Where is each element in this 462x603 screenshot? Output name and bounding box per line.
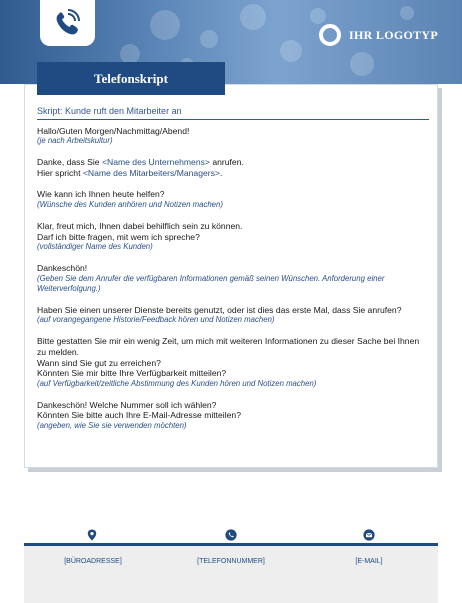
footer-email: [E-MAIL] xyxy=(355,558,383,565)
text-segment: Danke, dass Sie xyxy=(37,157,102,168)
script-note: (Wünsche des Kunden anhören und Notizen machen) xyxy=(37,199,223,209)
script-line xyxy=(37,157,429,168)
footer-address: [BÜROADRESSE] xyxy=(64,558,122,565)
script-block-history xyxy=(37,305,429,326)
script-heading: Skript: Kunde ruft den Mitarbeiter an xyxy=(37,106,429,120)
phone-badge xyxy=(40,0,95,46)
text-segment: anrufen. xyxy=(209,157,244,168)
script-line: Hallo/Guten Morgen/Nachmittag/Abend! xyxy=(37,125,190,136)
text-segment: . xyxy=(219,167,223,178)
script-line: Könnten Sie mir bitte Ihre Verfügbarkeit mitteilen? xyxy=(37,368,227,379)
logo-text: IHR LOGOTYP xyxy=(349,27,438,42)
script-block-contact xyxy=(37,400,429,431)
script-note: (vollständiger Name des Kunden) xyxy=(37,242,153,252)
script-line xyxy=(37,168,429,179)
footer xyxy=(24,543,438,603)
phone-circle-icon xyxy=(225,529,237,541)
company-logo xyxy=(319,24,438,46)
script-note: (Geben Sie dem Anrufer die verfügbaren Informationen gemäß seinen Wünschen. Anforderung einer Weiterverfolgung.) xyxy=(37,273,385,293)
script-content xyxy=(37,106,429,442)
script-line: Dankeschön! Welche Nummer soll ich wählen? xyxy=(37,399,217,410)
document-title: Telefonskript xyxy=(37,62,225,95)
script-block-followup xyxy=(37,336,429,388)
script-note: (auf Verfügbarkeit/zeitliche Abstimmung des Kunden hören und Notizen machen) xyxy=(37,378,317,388)
script-line: Wann sind Sie gut zu erreichen? xyxy=(37,357,161,368)
text-segment: Hier spricht xyxy=(37,167,83,178)
script-line: Klar, freut mich, Ihnen dabei behilflich sein zu können. xyxy=(37,220,243,231)
script-line: Könnten Sie bitte auch Ihre E-Mail-Adresse mitteilen? xyxy=(37,410,241,421)
company-placeholder: <Name des Unternehmens> xyxy=(101,157,210,168)
logo-ring-icon xyxy=(319,24,341,46)
script-block-name xyxy=(37,221,429,252)
employee-placeholder: <Name des Mitarbeiters/Managers> xyxy=(82,167,220,178)
script-block-intro xyxy=(37,157,429,178)
script-block-greeting xyxy=(37,126,429,147)
phone-icon xyxy=(51,8,85,38)
mail-icon xyxy=(363,529,375,541)
script-note: (auf vorangegangene Historie/Feedback hören und Notizen machen) xyxy=(37,315,275,325)
script-line: Haben Sie einen unserer Dienste bereits genutzt, oder ist dies das erste Mal, dass Sie anrufen? xyxy=(37,304,402,315)
script-line: Dankeschön! xyxy=(37,263,88,274)
script-line: Darf ich bitte fragen, mit wem ich spreche? xyxy=(37,231,200,242)
script-note: (je nach Arbeitskultur) xyxy=(37,136,113,146)
script-block-thanks xyxy=(37,263,429,294)
footer-phone: [TELEFONNUMMER] xyxy=(197,558,265,565)
location-pin-icon xyxy=(86,529,98,541)
script-line: Wie kann ich Ihnen heute helfen? xyxy=(37,189,165,200)
script-block-help xyxy=(37,189,429,210)
script-line: Bitte gestatten Sie mir ein wenig Zeit, um mich mit weiteren Informationen zu dieser Sache bei Ihnen zu melden. xyxy=(37,336,420,357)
script-note: (angeben, wie Sie sie verwenden möchten) xyxy=(37,420,187,430)
